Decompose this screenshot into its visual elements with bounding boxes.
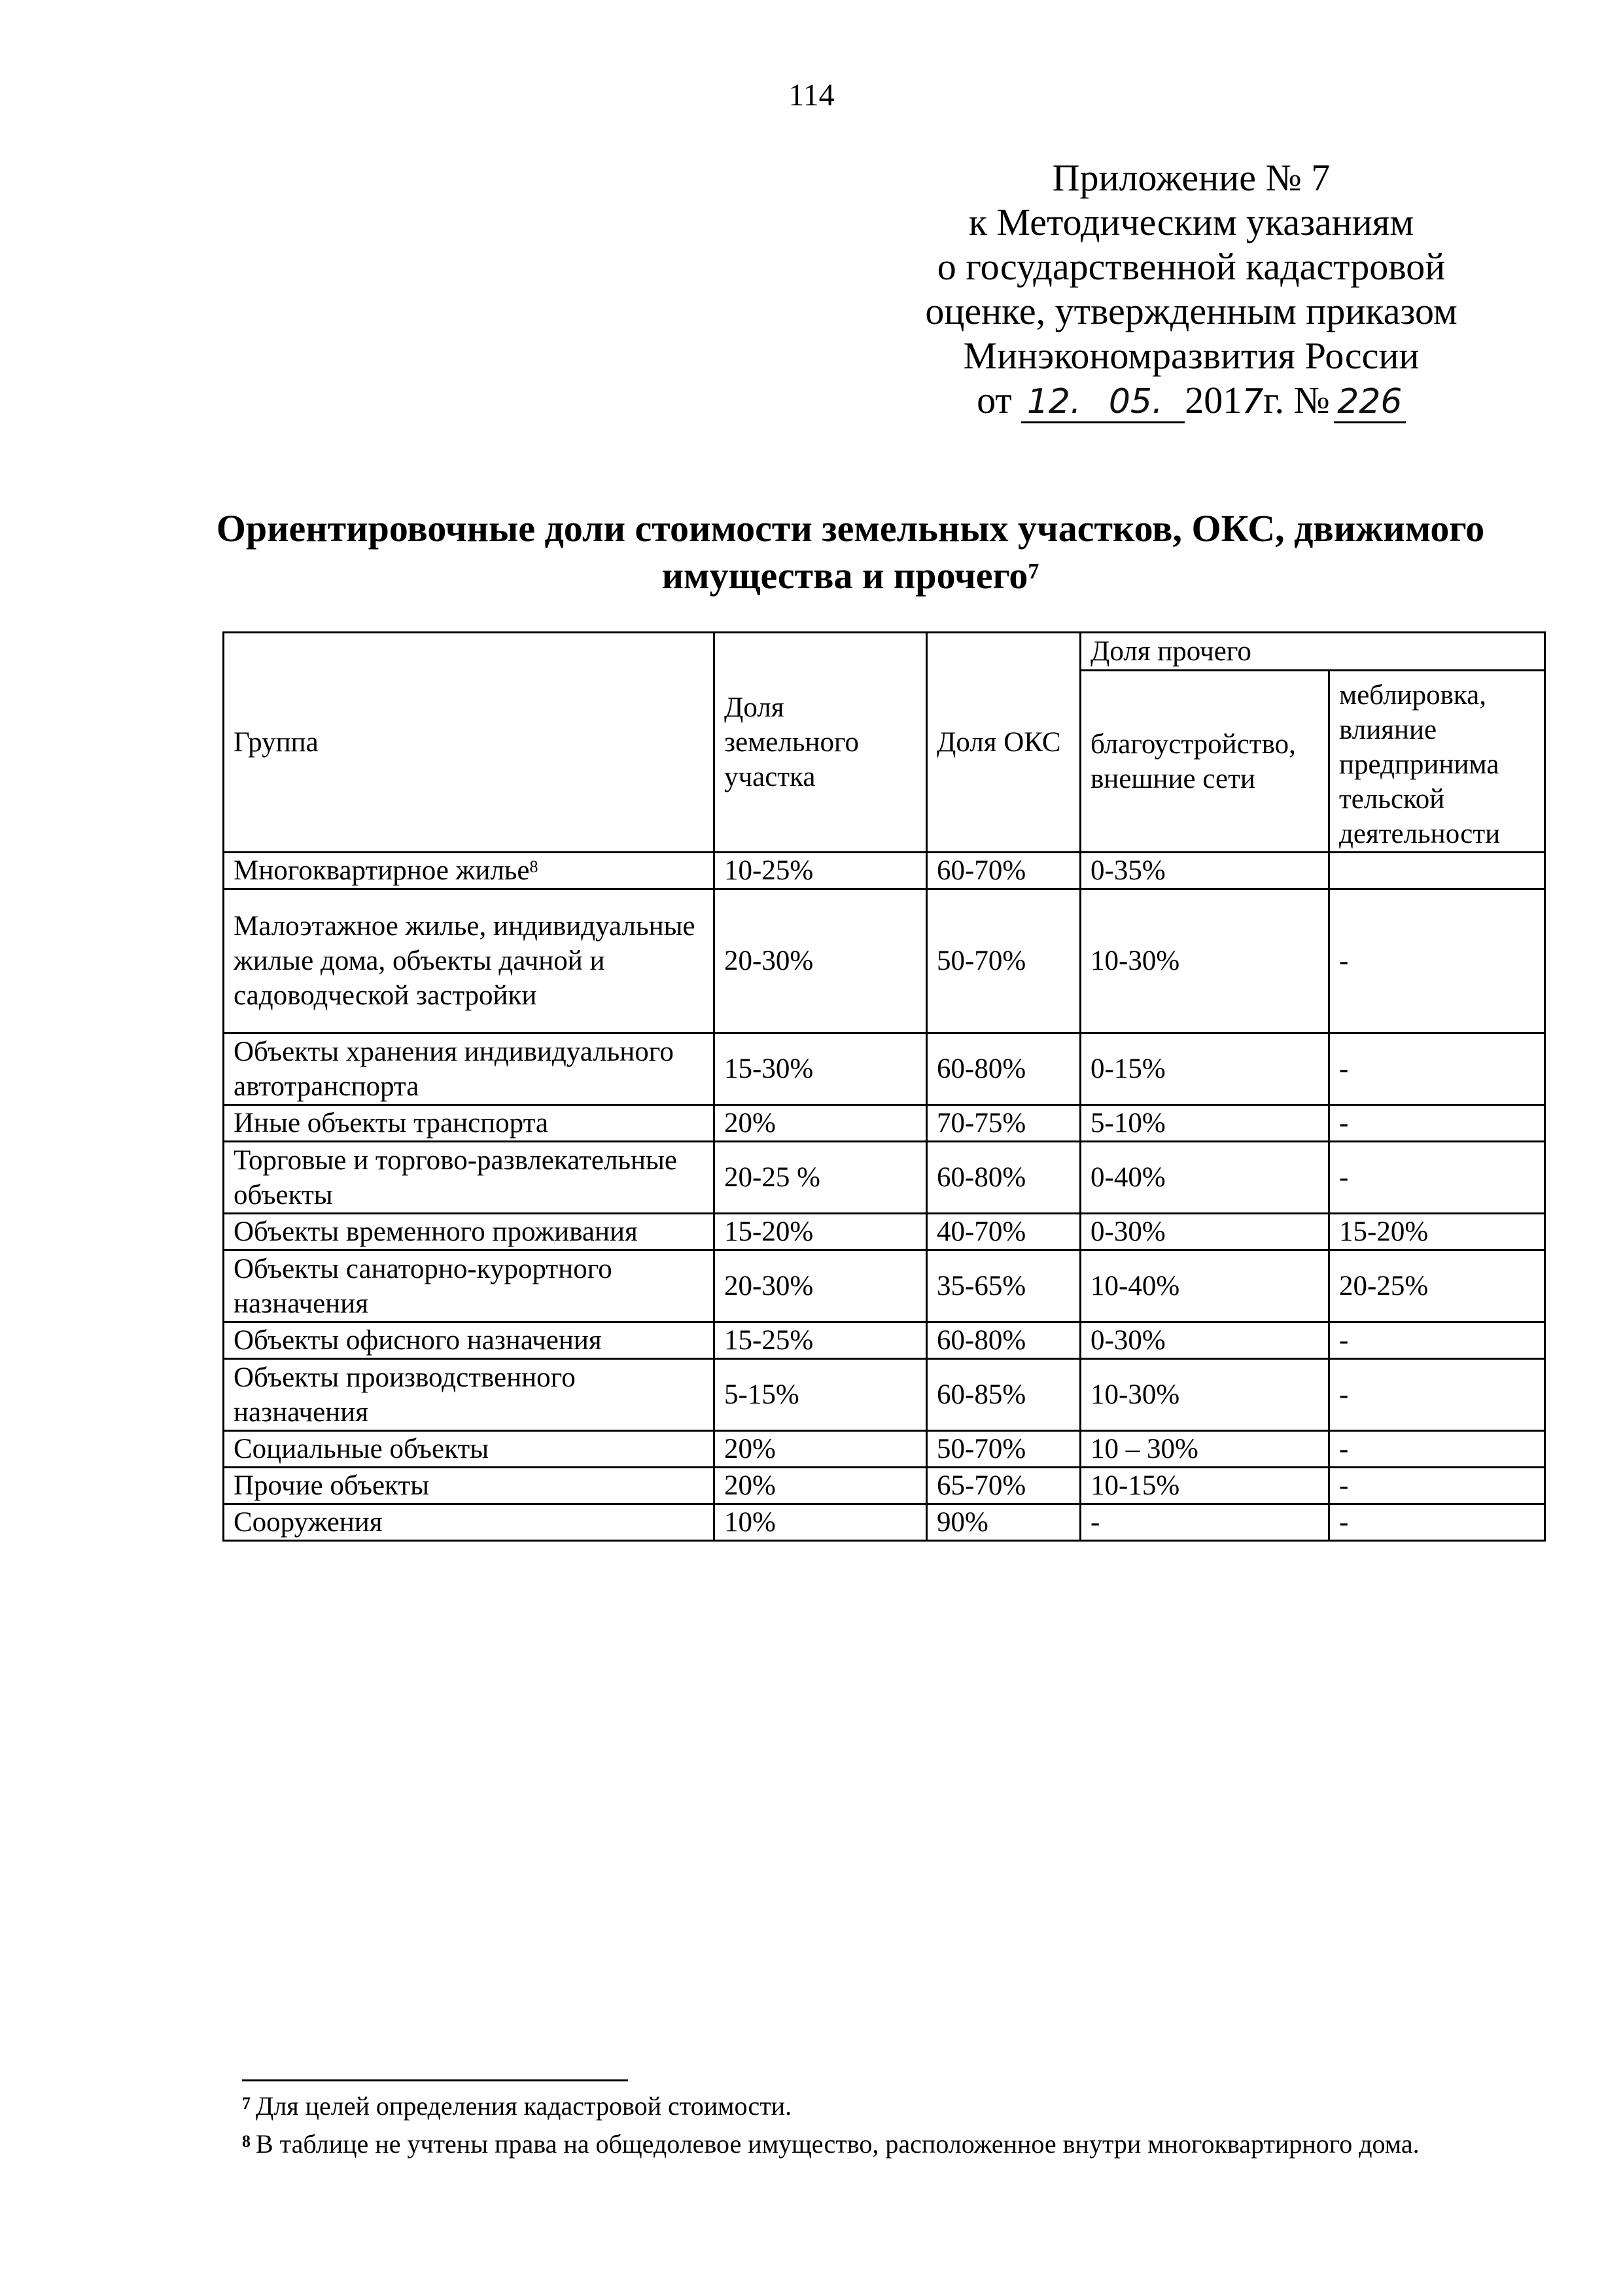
handwritten-day: 12. (1021, 382, 1087, 423)
row-footnote-ref: 8 (529, 857, 538, 876)
handwritten-order-number: 226 (1334, 382, 1406, 423)
row-land-cell: 20-30% (714, 889, 927, 1033)
row-group-cell: Объекты производственного назначения (224, 1359, 714, 1431)
annex-line-5: Минэкономразвития России (963, 334, 1420, 377)
header-land-share: Доля земельного участка (714, 633, 927, 853)
title-line-1: Ориентировочные доли стоимости земельных участков, ОКС, движимого (216, 507, 1485, 550)
annex-line-4: оценке, утвержденным приказом (925, 290, 1457, 332)
row-landscaping-cell: 0-15% (1081, 1033, 1329, 1105)
row-oks-cell: 35-65% (927, 1250, 1081, 1322)
row-land-cell: 10% (714, 1504, 927, 1541)
row-landscaping-cell: 10-30% (1081, 1359, 1329, 1431)
row-group-cell: Иные объекты транспорта (224, 1105, 714, 1142)
header-group: Группа (224, 633, 714, 853)
row-landscaping-cell: 0-40% (1081, 1142, 1329, 1214)
page-number: 114 (788, 78, 835, 113)
year-prefix: 201 (1185, 379, 1242, 421)
row-oks-cell: 60-85% (927, 1359, 1081, 1431)
row-furniture-cell: - (1329, 1359, 1545, 1431)
row-landscaping-cell: 10-30% (1081, 889, 1329, 1033)
footnote-text: В таблице не учтены права на общедолевое имущество, расположенное внутри многоквартирного дома. (256, 2129, 1420, 2159)
row-furniture-cell: - (1329, 1431, 1545, 1468)
row-furniture-cell: - (1329, 1504, 1545, 1541)
row-group-cell: Объекты временного проживания (224, 1214, 714, 1250)
row-group-cell: Сооружения (224, 1504, 714, 1541)
row-oks-cell: 50-70% (927, 889, 1081, 1033)
row-furniture-cell: - (1329, 1033, 1545, 1105)
row-land-cell: 20-25 % (714, 1142, 927, 1214)
table-row (224, 1359, 1545, 1431)
annex-line-3: о государственной кадастровой (937, 245, 1446, 288)
annex-line-2: к Методическим указаниям (968, 201, 1414, 243)
row-landscaping-cell: 10-15% (1081, 1468, 1329, 1504)
row-land-cell: 20-30% (714, 1250, 927, 1322)
row-land-cell: 15-30% (714, 1033, 927, 1105)
row-land-cell: 20% (714, 1105, 927, 1142)
row-oks-cell: 90% (927, 1504, 1081, 1541)
footnote-number: 7 (242, 2094, 251, 2113)
footnote (242, 2125, 1550, 2163)
title-line-2-text: имущества и прочего (661, 554, 1028, 597)
row-group-cell: Объекты хранения индивидуального автотранспорта (224, 1033, 714, 1105)
row-landscaping-cell: 0-30% (1081, 1322, 1329, 1359)
table-row (224, 1250, 1545, 1322)
title-line-2 (131, 552, 1570, 599)
annex-line-1: Приложение № 7 (1052, 156, 1331, 199)
row-group-cell: Торговые и торгово-развлекательные объекты (224, 1142, 714, 1214)
row-landscaping-cell: 10 – 30% (1081, 1431, 1329, 1468)
table-row (224, 1105, 1545, 1142)
row-oks-cell: 60-80% (927, 1142, 1081, 1214)
row-landscaping-cell: - (1081, 1504, 1329, 1541)
row-group-cell: Социальные объекты (224, 1431, 714, 1468)
table-row (224, 1033, 1545, 1105)
row-oks-cell: 60-80% (927, 1033, 1081, 1105)
header-oks-share: Доля ОКС (927, 633, 1081, 853)
row-group-cell: Прочие объекты (224, 1468, 714, 1504)
table-row (224, 1214, 1545, 1250)
row-oks-cell: 50-70% (927, 1431, 1081, 1468)
row-land-cell: 20% (714, 1431, 927, 1468)
table-row (224, 1322, 1545, 1359)
footnote-number: 8 (242, 2132, 251, 2151)
date-prefix: от (977, 379, 1012, 421)
document-title (131, 505, 1570, 599)
table-row (224, 1431, 1545, 1468)
header-furniture: меблировка, влияние предпринима тельской деятельности (1329, 671, 1545, 853)
row-oks-cell: 40-70% (927, 1214, 1081, 1250)
table-row (224, 1504, 1545, 1541)
row-landscaping-cell: 0-30% (1081, 1214, 1329, 1250)
row-group-cell: Малоэтажное жилье, индивидуальные жилые дома, объекты дачной и садоводческой застройки (224, 889, 714, 1033)
table-row (224, 1468, 1545, 1504)
row-group-cell: Объекты офисного назначения (224, 1322, 714, 1359)
row-landscaping-cell: 0-35% (1081, 853, 1329, 889)
row-group-cell (224, 853, 714, 889)
row-oks-cell: 70-75% (927, 1105, 1081, 1142)
shares-table (222, 631, 1546, 1542)
row-landscaping-cell: 10-40% (1081, 1250, 1329, 1322)
header-row-1 (224, 633, 1545, 671)
row-landscaping-cell: 5-10% (1081, 1105, 1329, 1142)
table-body (224, 853, 1545, 1541)
footnote-divider (242, 2079, 628, 2081)
row-group-cell: Объекты санаторно-курортного назначения (224, 1250, 714, 1322)
header-other-share: Доля прочего (1081, 633, 1545, 671)
row-land-cell: 20% (714, 1468, 927, 1504)
row-furniture-cell: 20-25% (1329, 1250, 1545, 1322)
footnote (242, 2087, 1550, 2125)
row-oks-cell: 60-80% (927, 1322, 1081, 1359)
annex-header (864, 156, 1518, 424)
title-footnote-ref: 7 (1028, 559, 1039, 584)
row-land-cell: 15-25% (714, 1322, 927, 1359)
handwritten-year-digit: 7 (1242, 382, 1264, 421)
footnote-text: Для целей определения кадастровой стоимости. (256, 2091, 792, 2121)
row-land-cell: 5-15% (714, 1359, 927, 1431)
row-furniture-cell: - (1329, 1142, 1545, 1214)
row-furniture-cell: - (1329, 889, 1545, 1033)
row-oks-cell: 60-70% (927, 853, 1081, 889)
footnotes (242, 2087, 1550, 2163)
handwritten-month: 05. (1087, 382, 1185, 423)
table-row (224, 853, 1545, 889)
row-land-cell: 15-20% (714, 1214, 927, 1250)
row-furniture-cell: 15-20% (1329, 1214, 1545, 1250)
row-furniture-cell (1329, 853, 1545, 889)
year-suffix: г. № (1263, 379, 1330, 421)
table-row (224, 889, 1545, 1033)
table-row (224, 1142, 1545, 1214)
row-furniture-cell: - (1329, 1105, 1545, 1142)
row-land-cell: 10-25% (714, 853, 927, 889)
header-landscaping: благоустройство, внешние сети (1081, 671, 1329, 853)
row-group-text: Многоквартирное жилье (234, 855, 530, 886)
row-oks-cell: 65-70% (927, 1468, 1081, 1504)
row-furniture-cell: - (1329, 1322, 1545, 1359)
row-furniture-cell: - (1329, 1468, 1545, 1504)
annex-date-line (864, 378, 1518, 424)
